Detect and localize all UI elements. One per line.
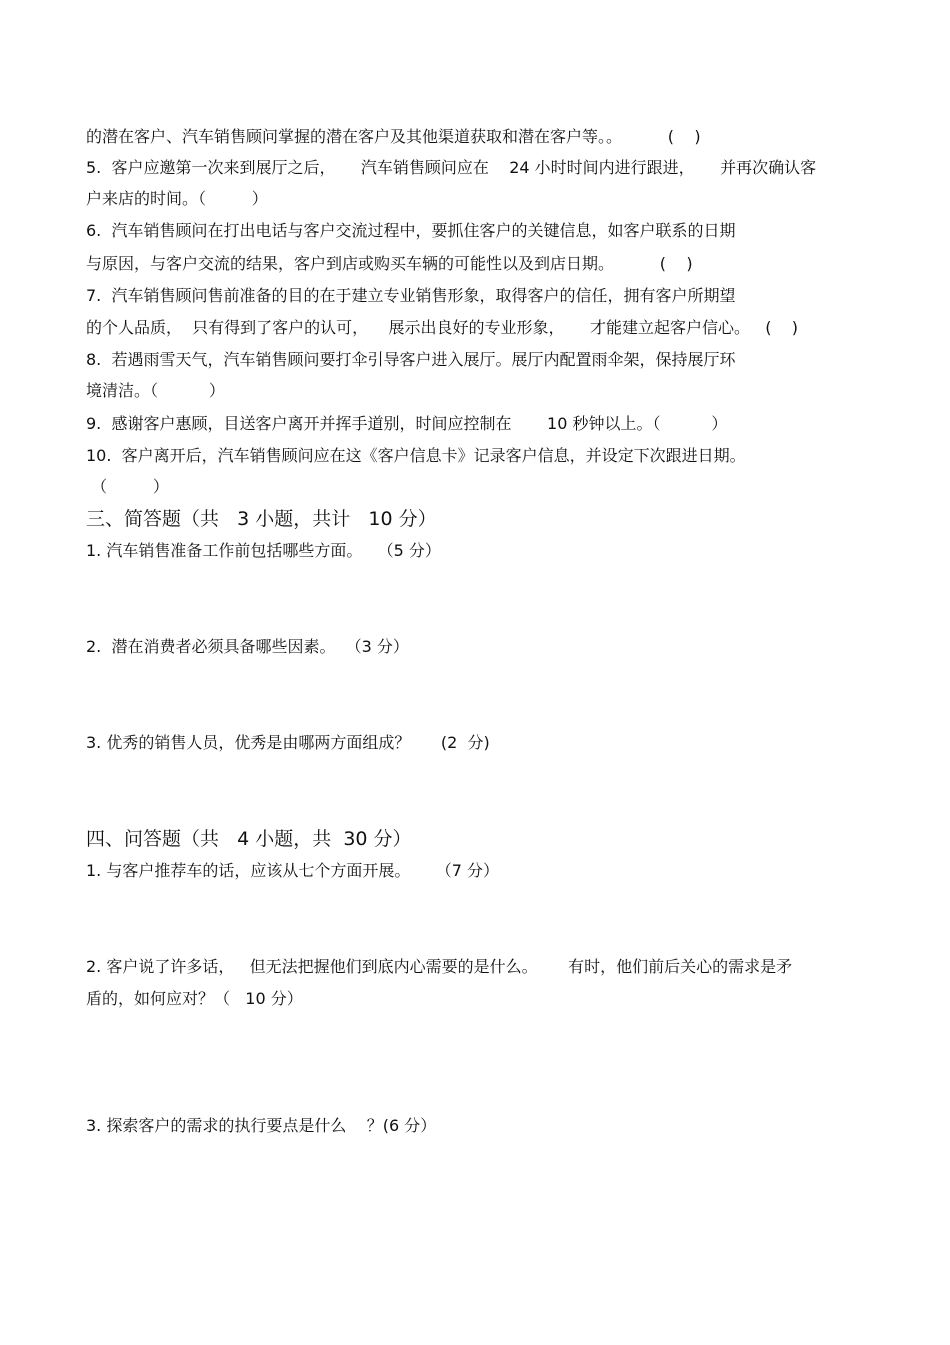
q4-continuation-line: 的潜在客户、汽车销售顾问掌握的潜在客户及其他渠道获取和潜在客户等。。 ( )	[86, 127, 701, 146]
section-3-question-3: 3. 优秀的销售人员，优秀是由哪两方面组成？ (2 分)	[86, 733, 490, 752]
question-5-line-2: 户来店的时间。（ ）	[86, 189, 268, 208]
question-8-line-1: 8. 若遇雨雪天气，汽车销售顾问要打伞引导客户进入展厅。展厅内配置雨伞架，保持展厅环	[86, 350, 736, 369]
section-4-question-2-line-1: 2. 客户说了许多话， 但无法把握他们到底内心需要的是什么。 有时，他们前后关心的需求是矛	[86, 957, 793, 976]
section-4-question-2-line-2: 盾的，如何应对？（ 10 分）	[86, 989, 303, 1008]
section-3-title: 三、简答题（共 3 小题，共计 10 分）	[86, 508, 437, 530]
question-8-line-2: 境清洁。（ ）	[86, 381, 225, 400]
section-4-question-3: 3. 探索客户的需求的执行要点是什么 ？(6 分）	[86, 1116, 437, 1135]
question-6-line-1: 6. 汽车销售顾问在打出电话与客户交流过程中，要抓住客户的关键信息，如客户联系的日期	[86, 221, 736, 240]
question-7-line-1: 7. 汽车销售顾问售前准备的目的在于建立专业销售形象，取得客户的信任，拥有客户所期望	[86, 286, 736, 305]
section-4-question-1: 1. 与客户推荐车的话，应该从七个方面开展。 （7 分）	[86, 861, 500, 880]
question-5-line-1: 5. 客户应邀第一次来到展厅之后， 汽车销售顾问应在 24 小时时间内进行跟进， 并再次确认客	[86, 158, 817, 177]
question-10-line-2: （ ）	[86, 477, 169, 496]
question-6-line-2: 与原因，与客户交流的结果，客户到店或购买车辆的可能性以及到店日期。 ( )	[86, 254, 693, 273]
section-4-title: 四、问答题（共 4 小题，共 30 分）	[86, 828, 412, 850]
question-9-line-1: 9. 感谢客户惠顾，目送客户离开并挥手道别，时间应控制在 10 秒钟以上。（ ）	[86, 414, 728, 433]
question-7-line-2: 的个人品质， 只有得到了客户的认可， 展示出良好的专业形象， 才能建立起客户信心。 ( )	[86, 318, 799, 337]
section-3-question-1: 1. 汽车销售准备工作前包括哪些方面。 （5 分）	[86, 541, 441, 560]
section-3-question-2: 2. 潜在消费者必须具备哪些因素。 （3 分）	[86, 637, 409, 656]
question-10-line-1: 10. 客户离开后，汽车销售顾问应在这《客户信息卡》记录客户信息，并设定下次跟进日期。	[86, 446, 746, 465]
